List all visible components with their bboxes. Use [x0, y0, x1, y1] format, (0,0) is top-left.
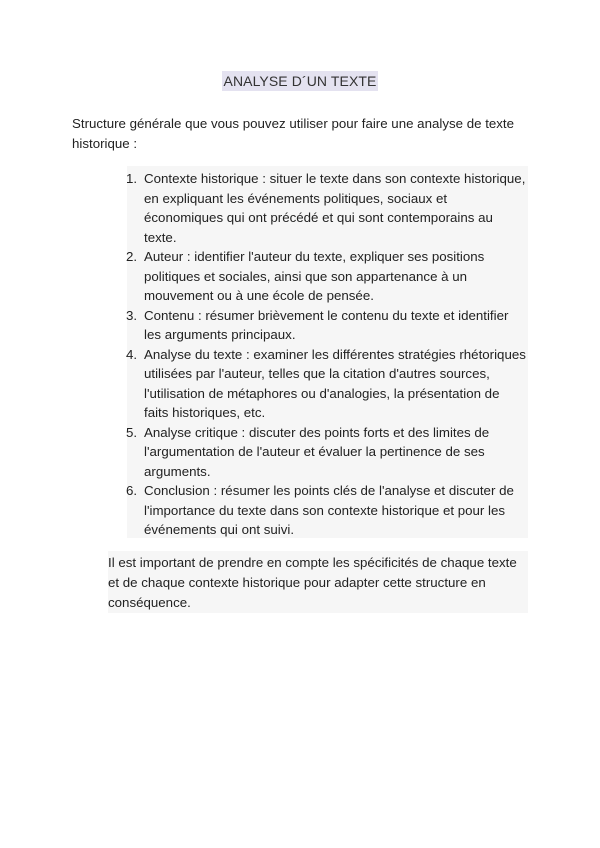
list-item — [126, 481, 526, 540]
title-container — [0, 71, 600, 91]
step-number: 3. — [126, 307, 138, 323]
step-text: Analyse du texte : examiner les différentes stratégies rhétoriques utilisées par l'auteur, telles que la citation d'autres sources, l'utilisation de métaphores ou d'analogies, la présentation de faits historiques, etc. — [144, 346, 526, 420]
page-title: ANALYSE D´UN TEXTE — [223, 73, 377, 89]
step-text: Contenu : résumer brièvement le contenu du texte et identifier les arguments principaux. — [144, 307, 509, 342]
step-text: Conclusion : résumer les points clés de l'analyse et discuter de l'importance du texte dans son contexte historique et pour les événements qui ont suivi. — [144, 483, 514, 537]
list-item — [126, 345, 526, 423]
step-number: 4. — [126, 346, 138, 362]
closing-note: Il est important de prendre en compte les spécificités de chaque texte et de chaque contexte historique pour adapter cette structure en conséquence. — [108, 555, 517, 610]
step-number: 5. — [126, 424, 138, 440]
list-item — [126, 169, 526, 247]
list-item — [126, 247, 526, 306]
list-item — [126, 306, 526, 345]
step-text: Auteur : identifier l'auteur du texte, expliquer ses positions politiques et sociales, ainsi que son appartenance à un mouvement ou à une école de pensée. — [144, 249, 485, 303]
step-text: Analyse critique : discuter des points forts et des limites de l'argumentation de l'auteur et évaluer la pertinence de ses arguments. — [144, 424, 490, 479]
step-number: 1. — [126, 171, 138, 186]
intro-paragraph: Structure générale que vous pouvez utiliser pour faire une analyse de texte historique : — [72, 116, 515, 151]
list-item — [126, 423, 526, 482]
step-number: 2. — [126, 249, 138, 264]
step-number: 6. — [126, 483, 138, 498]
steps-list — [126, 169, 526, 540]
step-text: Contexte historique : situer le texte dans son contexte historique, en expliquant les événements politiques, sociaux et économiques qui ont précédé et qui sont contemporains au texte. — [144, 171, 526, 245]
